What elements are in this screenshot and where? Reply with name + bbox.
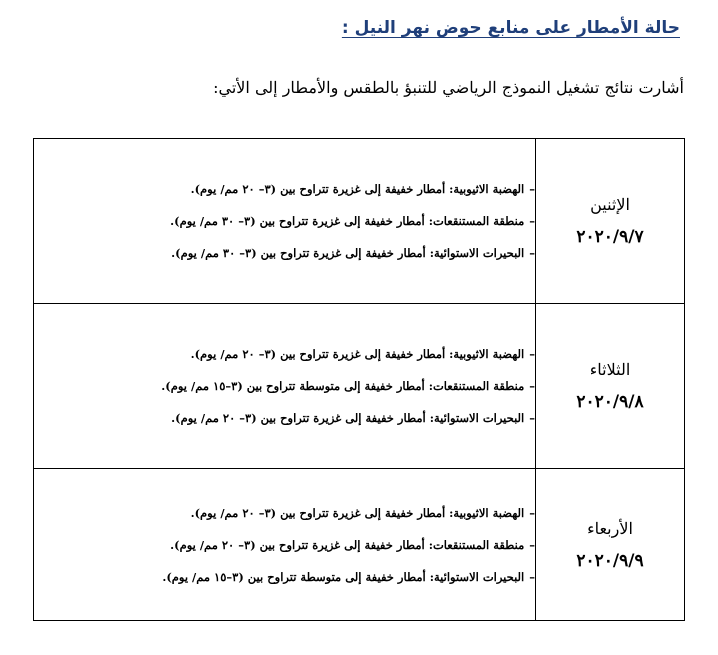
region-forecast-equatorial-lakes [34, 402, 535, 434]
day-name: الثلاثاء [589, 360, 631, 379]
bullet-dash: – [529, 505, 535, 520]
details-cell [34, 139, 536, 304]
region-list [34, 173, 535, 269]
day-cell [536, 139, 685, 304]
day-date: ٢٠٢٠/٩/٧ [576, 227, 644, 247]
day-date: ٢٠٢٠/٩/٨ [576, 392, 644, 412]
bullet-dash: – [529, 569, 535, 584]
region-forecast-ethiopian-plateau [34, 173, 535, 205]
region-forecast-text: الهضبة الاثيوبية: أمطار خفيفة إلى غزيرة تتراوح بين (٣– ٢٠ مم/ يوم). [190, 347, 525, 361]
details-cell [34, 469, 536, 621]
region-forecast-ethiopian-plateau [34, 497, 535, 529]
region-forecast-text: البحيرات الاستوائية: أمطار خفيفة إلى غزيرة تتراوح بين (٣– ٣٠ مم/ يوم). [171, 246, 525, 260]
region-forecast-ethiopian-plateau [34, 338, 535, 370]
forecast-row-monday [34, 139, 685, 304]
day-cell [536, 304, 685, 469]
bullet-dash: – [529, 182, 535, 196]
region-forecast-swamps [34, 529, 535, 561]
forecast-table [33, 138, 685, 621]
region-forecast-text: البحيرات الاستوائية: أمطار خفيفة إلى متوسطة تتراوح بين (٣–١٥ مم/ يوم). [162, 569, 525, 584]
region-list [34, 338, 535, 434]
day-date: ٢٠٢٠/٩/٩ [576, 550, 644, 571]
region-forecast-text: منطقة المستنقعات: أمطار خفيفة إلى غزيرة تتراوح بين (٣– ٢٠ مم/ يوم). [170, 537, 525, 552]
region-forecast-swamps [34, 205, 535, 237]
day-name: الإثنين [590, 195, 630, 214]
region-forecast-swamps [34, 370, 535, 402]
region-forecast-text: منطقة المستنقعات: أمطار خفيفة إلى غزيرة تتراوح بين (٣– ٣٠ مم/ يوم). [170, 214, 525, 228]
region-forecast-text: منطقة المستنقعات: أمطار خفيفة إلى متوسطة تتراوح بين (٣–١٥ مم/ يوم). [161, 379, 525, 393]
bullet-dash: – [529, 411, 535, 425]
region-forecast-equatorial-lakes [34, 237, 535, 269]
details-cell [34, 304, 536, 469]
bullet-dash: – [529, 379, 535, 393]
page-title: حالة الأمطار على منابع حوض نهر النيل : [341, 18, 680, 38]
region-forecast-equatorial-lakes [34, 561, 535, 593]
region-list [34, 497, 535, 593]
bullet-dash: – [529, 246, 535, 260]
day-cell [536, 469, 685, 621]
region-forecast-text: الهضبة الاثيوبية: أمطار خفيفة إلى غزيرة تتراوح بين (٣– ٢٠ مم/ يوم). [190, 182, 525, 196]
region-forecast-text: الهضبة الاثيوبية: أمطار خفيفة إلى غزيرة تتراوح بين (٣– ٢٠ مم/ يوم). [190, 505, 525, 520]
bullet-dash: – [529, 347, 535, 361]
day-name: الأربعاء [587, 518, 633, 538]
region-forecast-text: البحيرات الاستوائية: أمطار خفيفة إلى غزيرة تتراوح بين (٣– ٢٠ مم/ يوم). [171, 411, 525, 425]
bullet-dash: – [529, 214, 535, 228]
forecast-row-tuesday [34, 304, 685, 469]
bullet-dash: – [529, 537, 535, 552]
intro-text: أشارت نتائج تشغيل النموذج الرياضي للتنبؤ بالطقس والأمطار إلى الأتي: [213, 78, 684, 97]
forecast-row-wednesday [34, 469, 685, 621]
